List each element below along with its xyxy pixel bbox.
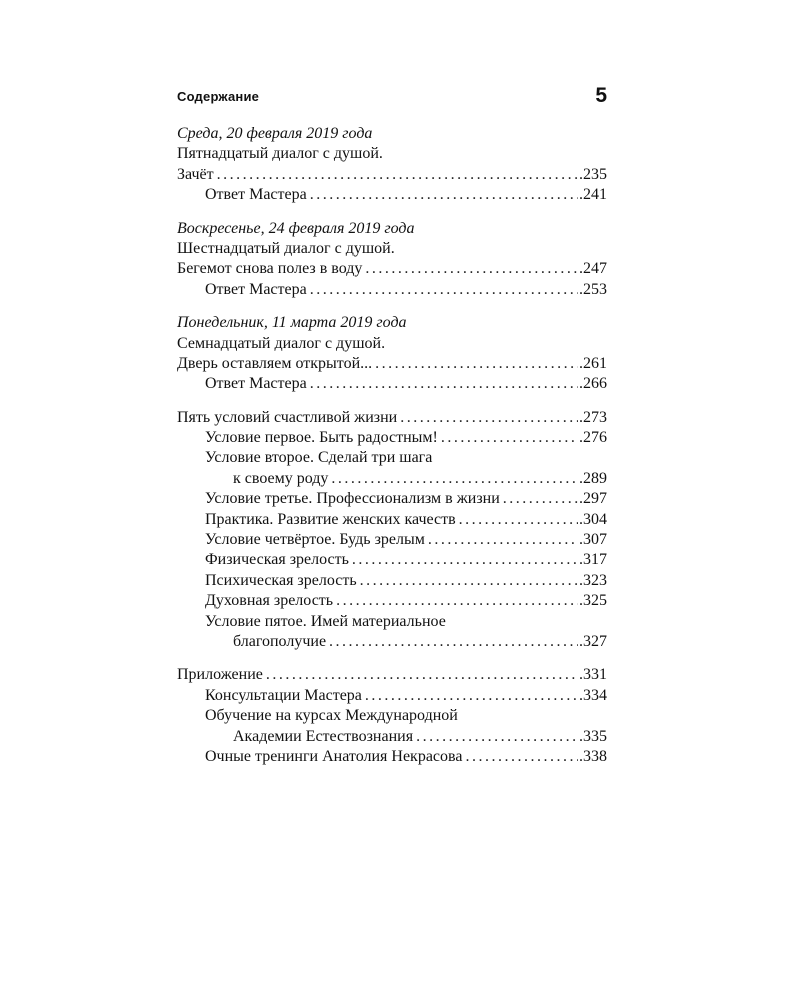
- entry-page: .276: [579, 429, 607, 447]
- running-title: Содержание: [177, 89, 260, 104]
- table-of-contents: [177, 124, 607, 780]
- toc-section: [177, 665, 607, 767]
- entry-title: Очные тренинги Анатолия Некрасова: [205, 747, 463, 765]
- entry-page: .335: [579, 727, 607, 745]
- entry-title[interactable]: Условие пятое. Имей материальное: [205, 612, 446, 630]
- section-subtitle: Семнадцатый диалог с душой.: [177, 334, 386, 352]
- book-page: [177, 0, 607, 1000]
- dot-leader: [310, 374, 578, 394]
- dot-leader: [310, 280, 578, 300]
- entry-title: Пять условий счастливой жизни: [177, 408, 398, 426]
- toc-entry[interactable]: [177, 747, 607, 767]
- toc-entry[interactable]: [177, 571, 607, 591]
- entry-page: .261: [579, 354, 607, 372]
- dot-leader: [365, 686, 578, 706]
- toc-entry-main[interactable]: [177, 665, 607, 685]
- dot-leader: [365, 259, 578, 279]
- toc-entry[interactable]: [177, 727, 607, 747]
- entry-title: Ответ Мастера: [205, 186, 307, 204]
- toc-entry-main[interactable]: [177, 408, 607, 428]
- entry-title: Условие третье. Профессионализм в жизни: [205, 490, 500, 508]
- toc-entry[interactable]: [177, 489, 607, 509]
- dot-leader: [503, 489, 578, 509]
- dot-leader: [352, 550, 578, 570]
- entry-title-continued: Академии Естествознания: [233, 727, 414, 745]
- toc-entry[interactable]: [177, 354, 607, 374]
- entry-page: .235: [579, 165, 607, 183]
- toc-section: [177, 219, 607, 301]
- dot-leader: [441, 428, 578, 448]
- entry-title: Консультации Мастера: [205, 686, 362, 704]
- dot-leader: [217, 165, 578, 185]
- entry-title: Психическая зрелость: [205, 571, 357, 589]
- running-head: [177, 86, 607, 108]
- entry-page: .338: [579, 747, 607, 765]
- toc-entry[interactable]: [177, 280, 607, 300]
- toc-section: [177, 313, 607, 395]
- dot-leader: [428, 530, 578, 550]
- dot-leader: [266, 665, 578, 685]
- section-date: Понедельник, 11 марта 2019 года: [177, 314, 407, 332]
- entry-title-continued: к своему роду: [233, 469, 329, 487]
- entry-page: .241: [579, 186, 607, 204]
- entry-page: .247: [579, 260, 607, 278]
- entry-title: Практика. Развитие женских качеств: [205, 510, 456, 528]
- toc-entry[interactable]: [177, 185, 607, 205]
- entry-title: Дверь оставляем открытой...: [177, 354, 373, 372]
- entry-title: Бегемот снова полез в воду: [177, 260, 363, 278]
- page-number: 5: [595, 84, 607, 107]
- entry-title: Зачёт: [177, 165, 214, 183]
- entry-page: .297: [579, 490, 607, 508]
- entry-title: Условие четвёртое. Будь зрелым: [205, 531, 425, 549]
- dot-leader: [375, 354, 578, 374]
- entry-page: .307: [579, 531, 607, 549]
- entry-title: Условие первое. Быть радостным!: [205, 429, 438, 447]
- entry-title[interactable]: Обучение на курсах Международной: [205, 707, 458, 725]
- toc-entry[interactable]: [177, 259, 607, 279]
- toc-entry[interactable]: [177, 165, 607, 185]
- entry-page: .334: [579, 686, 607, 704]
- entry-page: .266: [579, 375, 607, 393]
- toc-section: [177, 124, 607, 206]
- entry-page: .331: [579, 666, 607, 684]
- dot-leader: [336, 591, 578, 611]
- entry-title: Физическая зрелость: [205, 551, 349, 569]
- entry-page: .273: [579, 408, 607, 426]
- entry-page: .325: [579, 592, 607, 610]
- dot-leader: [329, 632, 578, 652]
- toc-entry[interactable]: [177, 591, 607, 611]
- entry-title: Ответ Мастера: [205, 375, 307, 393]
- entry-page: .289: [579, 469, 607, 487]
- dot-leader: [459, 510, 578, 530]
- section-subtitle: Шестнадцатый диалог с душой.: [177, 239, 395, 257]
- entry-page: .304: [579, 510, 607, 528]
- entry-title[interactable]: Условие второе. Сделай три шага: [205, 449, 433, 467]
- entry-title-continued: благополучие: [233, 632, 327, 650]
- toc-entry[interactable]: [177, 686, 607, 706]
- entry-page: .323: [579, 571, 607, 589]
- toc-entry[interactable]: [177, 510, 607, 530]
- entry-title: Духовная зрелость: [205, 592, 334, 610]
- section-date: Среда, 20 февраля 2019 года: [177, 125, 373, 142]
- section-subtitle: Пятнадцатый диалог с душой.: [177, 145, 383, 163]
- toc-entry[interactable]: [177, 374, 607, 394]
- dot-leader: [360, 571, 578, 591]
- dot-leader: [310, 185, 578, 205]
- entry-title: Приложение: [177, 666, 263, 684]
- toc-entry[interactable]: [177, 530, 607, 550]
- entry-page: .317: [579, 551, 607, 569]
- dot-leader: [465, 747, 578, 767]
- toc-entry[interactable]: [177, 550, 607, 570]
- entry-page: .253: [579, 280, 607, 298]
- toc-entry[interactable]: [177, 632, 607, 652]
- dot-leader: [331, 469, 578, 489]
- section-date: Воскресенье, 24 февраля 2019 года: [177, 219, 415, 237]
- dot-leader: [416, 727, 578, 747]
- entry-title: Ответ Мастера: [205, 280, 307, 298]
- toc-section: [177, 408, 607, 653]
- toc-entry[interactable]: [177, 469, 607, 489]
- entry-page: .327: [579, 632, 607, 650]
- dot-leader: [400, 408, 578, 428]
- toc-entry[interactable]: [177, 428, 607, 448]
